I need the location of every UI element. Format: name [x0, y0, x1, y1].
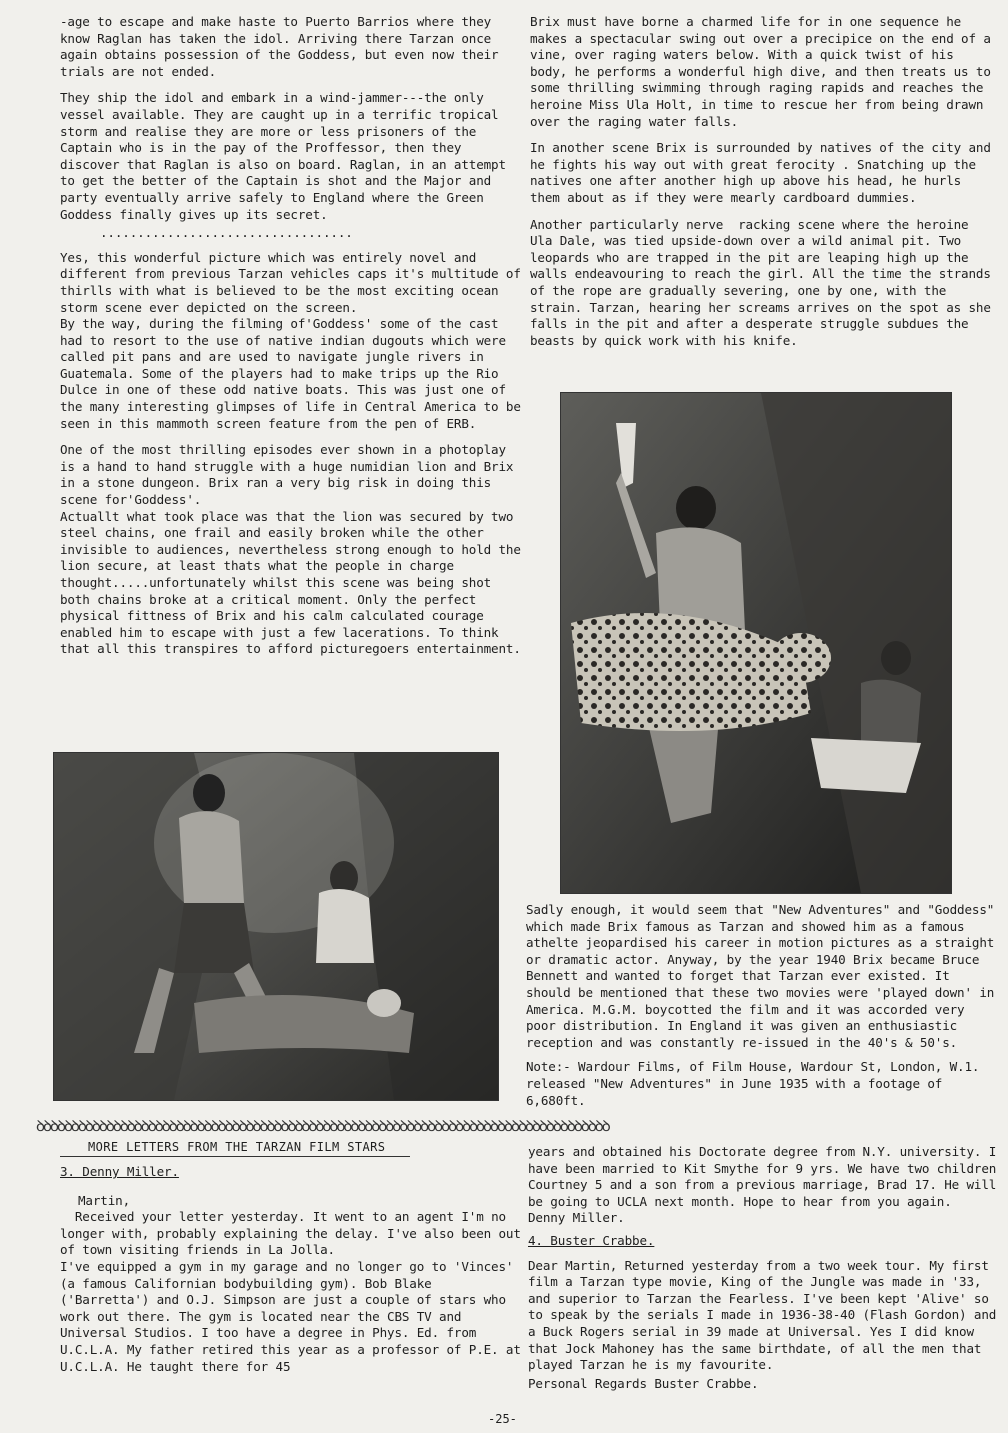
paragraph: Sadly enough, it would seem that "New Adventures" and "Goddess" which made Brix famous as Tarzan and showed him as a famous athelte jeopardised his career in motion pictures as a straight or dramatic actor. Anyway, by the year 1940 Brix became Bruce Bennett and wanted to forget that Tarzan ever existed. It should be mentioned that these two movies were 'played down' in America. M.G.M. boycotted the film and it was accorded very poor distribution. In England it was given an enthusiastic reception and was constantly re-issued in the 40's & 50's.: [526, 902, 1002, 1050]
letter-salutation: Martin,: [78, 1192, 131, 1208]
section-divider-dots: ..................................: [100, 225, 353, 241]
film-still-illustration: [561, 393, 951, 893]
letter-continuation: [528, 1144, 1004, 1402]
letter-subhead: 3. Denny Miller.: [60, 1164, 179, 1179]
left-column-article: [60, 14, 522, 668]
paragraph: Brix must have borne a charmed life for in one sequence he makes a spectacular swing out over a precipice on the end of a vine, over raging waters below. With a quick twist of his body, he performs a wonderful high dive, and then treats us to some thrilling swimming through raging rapids and reaches the heroine Miss Ula Holt, in time to rescue her from being drawn over the raging water falls.: [530, 14, 999, 129]
paragraph: Another particularly nerve racking scene where the heroine Ula Dale, was tied upside-down over a wild animal pit. Two leopards who are trapped in the pit are leaping high up the walls endeavouring to reach the girl. All the time the strands of the rope are gradually severing, one by one, with the strain. Tarzan, hearing her screams arrives on the spot as she falls in the pit and after a desperate struggle subdues the beasts by quick work with his knife.: [530, 216, 999, 348]
page-number: -25-: [488, 1412, 517, 1426]
film-still-photo-left: [53, 752, 499, 1101]
paragraph: They ship the idol and embark in a wind-jammer---the only vessel available. They are caught up in a terrific tropical storm and realise they are more or less prisoners of the Captain who is in the pay of the Proffessor, then they discover that Raglan is also on board. Raglan, in an attempt to get the better of the Captain is shot and the Major and party eventually arrive safely to England where the Green Goddess finally gives up its secret.: [60, 90, 514, 222]
paragraph: Note:- Wardour Films, of Film House, Wardour St, London, W.1. released "New Adventures" in June 1935 with a footage of 6,680ft.: [526, 1059, 987, 1108]
letter-subhead: 4. Buster Crabbe.: [528, 1232, 655, 1248]
right-column-article: [530, 14, 999, 359]
heading-rule: [60, 1156, 410, 1157]
paragraph: One of the most thrilling episodes ever shown in a photoplay is a hand to hand struggle with a huge numidian lion and Brix in a stone dungeon. Brix ran a very big risk in doing this scene for'Goddess'. Actuallt what took place was that the lion was secured by two steel chains, one frail and easily broken while the other invisible to audiences, nevertheless strong enough to hold the lion secure, at least thats what the people in charge thought.....unfortunately whilst this scene was being shot both chains broke at a critical moment. Only the perfect physical fittness of Brix and his calm calculated courage enabled him to escape with just a few lacerations. To think that all this transpires to afford picturegoers entertainment.: [60, 442, 521, 657]
letter-body: Dear Martin, Returned yesterday from a two week tour. My first film a Tarzan type movie, King of the Jungle was made in '33, and superior to Tarzan the Fearless. I've been kept 'Alive' so to speak by the serials I made in 1936-38-40 (Flash Gordon) and a Buck Rogers serial in 39 made at Universal. Yes I did know that Jock Mahoney has the same birthdate, of all the men that played Tarzan he is my favourite.: [528, 1257, 1004, 1373]
letter-signoff: Personal Regards Buster Crabbe.: [528, 1375, 759, 1391]
paragraph: -age to escape and make haste to Puerto Barrios where they know Raglan has taken the idol. Arriving there Tarzan once again obtains possession of the Goddess, but even now their trials are not ended.: [60, 14, 506, 79]
paragraph: Yes, this wonderful picture which was entirely novel and different from previous Tarzan vehicles caps it's multitude of thirlls with what is believed to be the most exciting ocean storm scene ever depicted on the screen. By the way, during the filming of'Goddess' some of the cast had to resort to the use of native indian dugouts which were called pit pans and are used to navigate jungle rivers in Guatemala. Some of the players had to make trips up the Rio Dulce in one of these odd native boats. This was just one of the many interesting glimpses of life in Central America to be seen in this mammoth screen feature from the pen of ERB.: [60, 249, 521, 431]
letter-denny-miller: [60, 1164, 522, 1385]
letter-body: years and obtained his Doctorate degree from N.Y. university. I have been married to Kit Smythe for 9 yrs. We have two children Courtney 5 and a son from a previous marriage, Brad 17. He will be going to UCLA next month. Hope to hear from you again. Denny Miller.: [528, 1144, 1004, 1226]
right-column-continued: [526, 902, 1002, 1119]
decorative-border: ꝺꝺꝺꝺꝺꝺꝺꝺꝺꝺꝺꝺꝺꝺꝺꝺꝺꝺꝺꝺꝺꝺꝺꝺꝺꝺꝺꝺꝺꝺꝺꝺꝺꝺꝺꝺꝺꝺꝺꝺꝺꝺꝺꝺꝺꝺꝺꝺꝺꝺꝺꝺꝺꝺꝺꝺꝺꝺꝺꝺꝺꝺꝺꝺꝺꝺꝺꝺꝺꝺꝺꝺꝺꝺꝺꝺꝺꝺꝺꝺꝺꝺ: [36, 1117, 609, 1135]
film-still-photo-right: [560, 392, 952, 894]
film-still-illustration: [54, 753, 498, 1100]
section-heading: MORE LETTERS FROM THE TARZAN FILM STARS: [88, 1140, 386, 1154]
paragraph: In another scene Brix is surrounded by natives of the city and he fights his way out with great ferocity . Snatching up the natives one after another high up above his head, he hurls them about as if they were mearly cardboard dummies.: [530, 140, 999, 205]
letter-body: Received your letter yesterday. It went to an agent I'm no longer with, probably explaining the delay. I've also been out of town visiting friends in La Jolla. I've equipped a gym in my garage and no longer go to 'Vinces' (a famous Californian bodybuilding gym). Bob Blake ('Barretta') and O.J. Simpson are just a couple of stars who work out there. The gym is located near the CBS TV and Universal Studios. I too have a degree in Phys. Ed. from U.C.L.A. My father retired this year as a professor of P.E. at U.C.L.A. He taught there for 45: [60, 1209, 521, 1374]
